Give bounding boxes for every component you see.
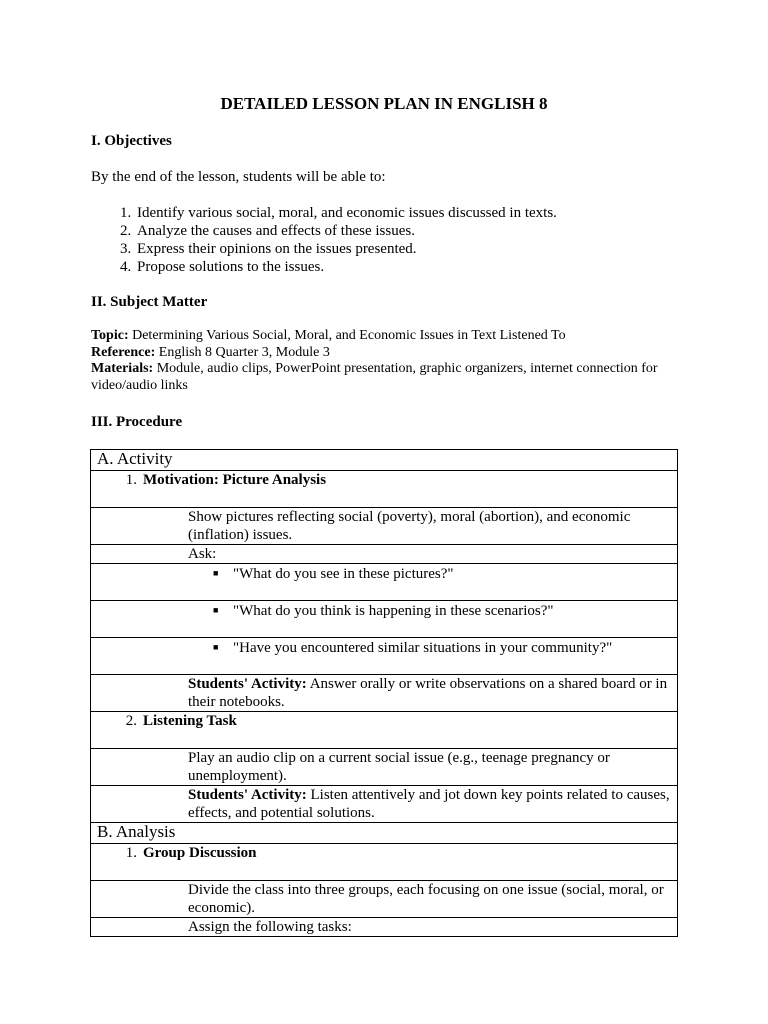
analysis-step-1-desc: Divide the class into three groups, each focusing on one issue (social, moral, or economic). [91,881,678,918]
question-text: "Have you encountered similar situations in your community?" [233,640,613,656]
step-title: Group Discussion [143,845,257,861]
objective-item: 3. Express their opinions on the issues presented. [135,240,557,258]
question-text: "What do you think is happening in these scenarios?" [233,603,554,619]
activity-step-2 [91,712,678,749]
students-activity-label: Students' Activity: [188,787,307,803]
document-title: DETAILED LESSON PLAN IN ENGLISH 8 [220,94,548,113]
activity-step-1-desc: Show pictures reflecting social (poverty), moral (abortion), and economic (inflation) issues. [91,508,678,545]
activity-heading: A. Activity [91,450,678,471]
reference-line [91,345,671,362]
topic-value: Determining Various Social, Moral, and Economic Issues in Text Listened To [132,328,566,343]
objective-item: 1. Identify various social, moral, and economic issues discussed in texts. [135,204,557,222]
bullet-square-icon: ■ [213,605,219,615]
materials-line-2: video/audio links [91,377,188,393]
step-number: 1. [125,845,137,861]
students-activity-1 [91,675,678,712]
objective-item: 2. Analyze the causes and effects of these issues. [135,222,557,240]
materials-label: Materials: [91,361,154,376]
procedure-heading: III. Procedure [91,414,183,430]
objectives-list [91,204,557,276]
topic-line [91,328,671,345]
question-item [91,601,678,638]
analysis-step-1 [91,844,678,881]
assign-tasks-label: Assign the following tasks: [91,918,678,937]
ask-label: Ask: [91,545,678,564]
students-activity-text: Listen attentively and jot down key points related to causes, effects, and potential solutions. [188,787,670,821]
question-item [91,564,678,601]
bullet-square-icon: ■ [213,642,219,652]
activity-step-2-desc: Play an audio clip on a current social issue (e.g., teenage pregnancy or unemployment). [91,749,678,786]
bullet-square-icon: ■ [213,568,219,578]
procedure-table [90,449,678,937]
question-text: "What do you see in these pictures?" [233,566,454,582]
question-item [91,638,678,675]
step-title: Listening Task [143,713,237,729]
step-number: 2. [125,713,137,729]
step-number: 1. [125,472,137,488]
objectives-heading: I. Objectives [91,133,172,149]
activity-step-1 [91,471,678,508]
reference-value: English 8 Quarter 3, Module 3 [158,344,330,360]
objective-item: 4. Propose solutions to the issues. [135,258,557,276]
materials-line [91,361,671,378]
topic-label: Topic: [91,328,129,343]
students-activity-2 [91,786,678,823]
students-activity-label: Students' Activity: [188,676,307,692]
subject-matter-heading: II. Subject Matter [91,294,208,310]
step-title: Motivation: Picture Analysis [143,472,327,488]
objectives-intro: By the end of the lesson, students will be able to: [91,169,386,185]
reference-label: Reference: [91,344,156,360]
subject-matter-details [91,328,671,394]
students-activity-text: Answer orally or write observations on a shared board or in their notebooks. [188,676,668,710]
materials-value: Module, audio clips, PowerPoint presentation, graphic organizers, internet connection for [156,361,658,376]
analysis-heading: B. Analysis [91,823,678,844]
